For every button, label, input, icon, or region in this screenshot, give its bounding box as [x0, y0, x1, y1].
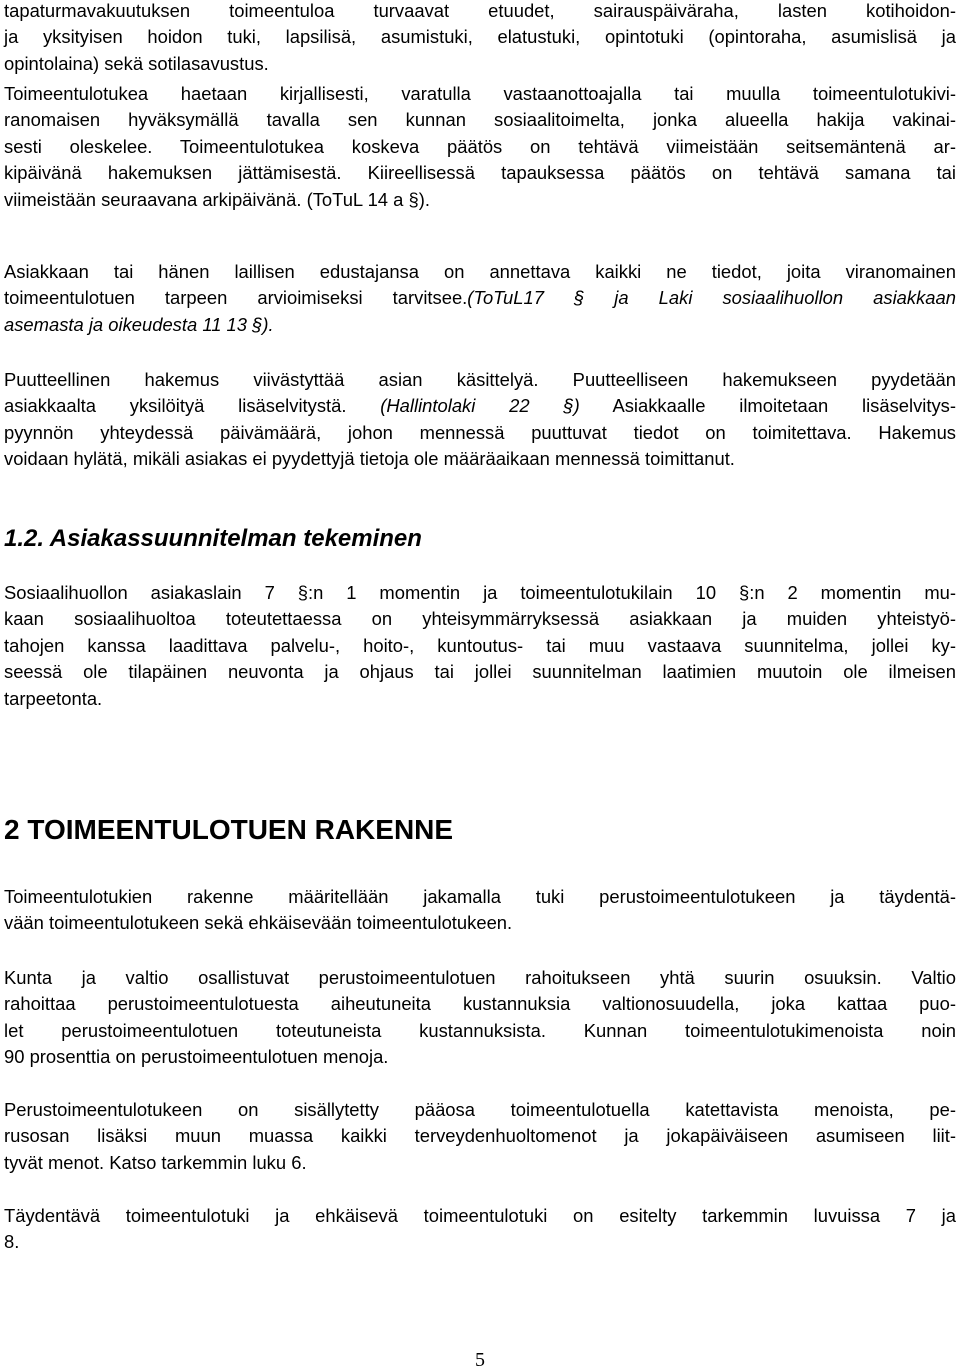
text-line: ja yksityisen hoidon tuki, lapsilisä, asumistuki, elatustuki, opintotuki (opintoraha, asumislisä ja [4, 26, 956, 48]
page-number: 5 [475, 1349, 485, 1371]
paragraph-funding [4, 965, 956, 1071]
text-line: Perustoimeentulotukeen on sisällytetty pääosa toimeentulotuella katettavista menoista, pe- [4, 1099, 956, 1120]
text-line: 8. [4, 1231, 20, 1253]
text-line: seessä ole tilapäinen neuvonta ja ohjaus tai jollei suunnitelman laatimien muutoin ole ilmeisen [4, 661, 956, 683]
paragraph-application [4, 81, 956, 213]
section-heading-1-2: 1.2. Asiakassuunnitelman tekeminen [4, 525, 422, 552]
paragraph-information-duty [4, 259, 956, 338]
text-run: toimeentulotuen tarpeen arvioimiseksi tarvitsee. [4, 287, 468, 309]
text-line: Sosiaalihuollon asiakaslain 7 §:n 1 momentin ja toimeentulotukilain 10 §:n 2 momentin mu- [4, 582, 956, 603]
text-line: tarpeetonta. [4, 687, 103, 709]
text-line: ranomaisen hyväksymällä tavalla sen kunnan sosiaalitoimelta, jonka alueella hakija vakinai- [4, 109, 956, 131]
paragraph-client-plan [4, 580, 956, 712]
text-line: Puutteellinen hakemus viivästyttää asian käsittelyä. Puutteelliseen hakemukseen pyydetään [4, 369, 956, 390]
legal-reference: asemasta ja oikeudesta 11 13 §). [4, 313, 274, 335]
text-line: vään toimeentulotukeen sekä ehkäisevään toimeentulotukeen. [4, 912, 513, 934]
text-line: Asiakkaan tai hänen laillisen edustajansa on annettava kaikki ne tiedot, joita viranomainen [4, 261, 956, 282]
text-line: tahojen kanssa laadittava palvelu-, hoito-, kuntoutus- tai muu vastaava suunnitelma, jollei ky- [4, 634, 956, 656]
text-line: tyvät menot. Katso tarkemmin luku 6. [4, 1151, 307, 1173]
text-line: rusosan lisäksi muun muassa kaikki terveydenhuoltomenot ja jokapäiväiseen asumiseen liit- [4, 1125, 956, 1147]
text-line: Toimeentulotukea haetaan kirjallisesti, varatulla vastaanottoajalla tai muulla toimeentulotukivi- [4, 83, 956, 104]
text-line: pyynnön yhteydessä päivämäärä, johon mennessä puuttuvat tiedot on toimitettava. Hakemus [4, 421, 956, 443]
text-line: tapaturmavakuutuksen toimeentuloa turvaavat etuudet, sairauspäiväraha, lasten kotihoidon- [4, 0, 956, 21]
text-line [4, 285, 956, 311]
text-line: Toimeentulotukien rakenne määritellään jakamalla tuki perustoimeentulotukeen ja täydentä- [4, 886, 956, 907]
paragraph-structure [4, 884, 956, 937]
text-line: Kunta ja valtio osallistuvat perustoimeentulotuen rahoitukseen yhtä suurin osuuksin. Valtio [4, 967, 956, 988]
text-line: Täydentävä toimeentulotuki ja ehkäisevä toimeentulotuki on esitelty tarkemmin luvuissa 7 ja [4, 1205, 956, 1226]
legal-reference: (Hallintolaki 22 §) [380, 395, 580, 417]
text-line: sesti oleskelee. Toimeentulotukea koskeva päätös on tehtävä viimeistään seitsemäntenä ar- [4, 135, 956, 157]
text-line: 90 prosenttia on perustoimeentulotuen menoja. [4, 1046, 389, 1068]
text-line: rahoittaa perustoimeentulotuesta aiheutuneita kustannuksia valtionosuudella, joka kattaa puo- [4, 993, 956, 1015]
chapter-heading-2: 2 TOIMEENTULOTUEN RAKENNE [4, 814, 454, 845]
text-run: asiakkaalta yksilöityä lisäselvitystä. [4, 395, 381, 417]
text-line: voidaan hylätä, mikäli asiakas ei pyydettyjä tietoja ole määräaikaan mennessä toimittanut. [4, 448, 735, 470]
text-run: Asiakkaalle ilmoitetaan lisäselvitys- [579, 395, 956, 417]
text-line: let perustoimeentulotuen toteutuneista kustannuksista. Kunnan toimeentulotukimenoista noin [4, 1019, 956, 1041]
paragraph-incomplete-application [4, 367, 956, 473]
text-line: viimeistään seuraavana arkipäivänä. (ToTuL 14 a §). [4, 188, 430, 210]
paragraph-basic-support [4, 1097, 956, 1176]
paragraph-supplementary [4, 1203, 956, 1256]
text-line: kipäivänä hakemuksen jättämisestä. Kiireellisessä tapauksessa päätös on tehtävä samana tai [4, 162, 956, 184]
text-line: kaan sosiaalihuoltoa toteutettaessa on yhteisymmärryksessä asiakkaan ja muiden yhteistyö- [4, 608, 956, 630]
legal-reference: (ToTuL17 § ja Laki sosiaalihuollon asiakkaan [467, 287, 956, 309]
text-line: opintolaina) sekä sotilasavustus. [4, 52, 269, 74]
text-line [4, 393, 956, 419]
paragraph-benefits-continuation [4, 0, 956, 77]
